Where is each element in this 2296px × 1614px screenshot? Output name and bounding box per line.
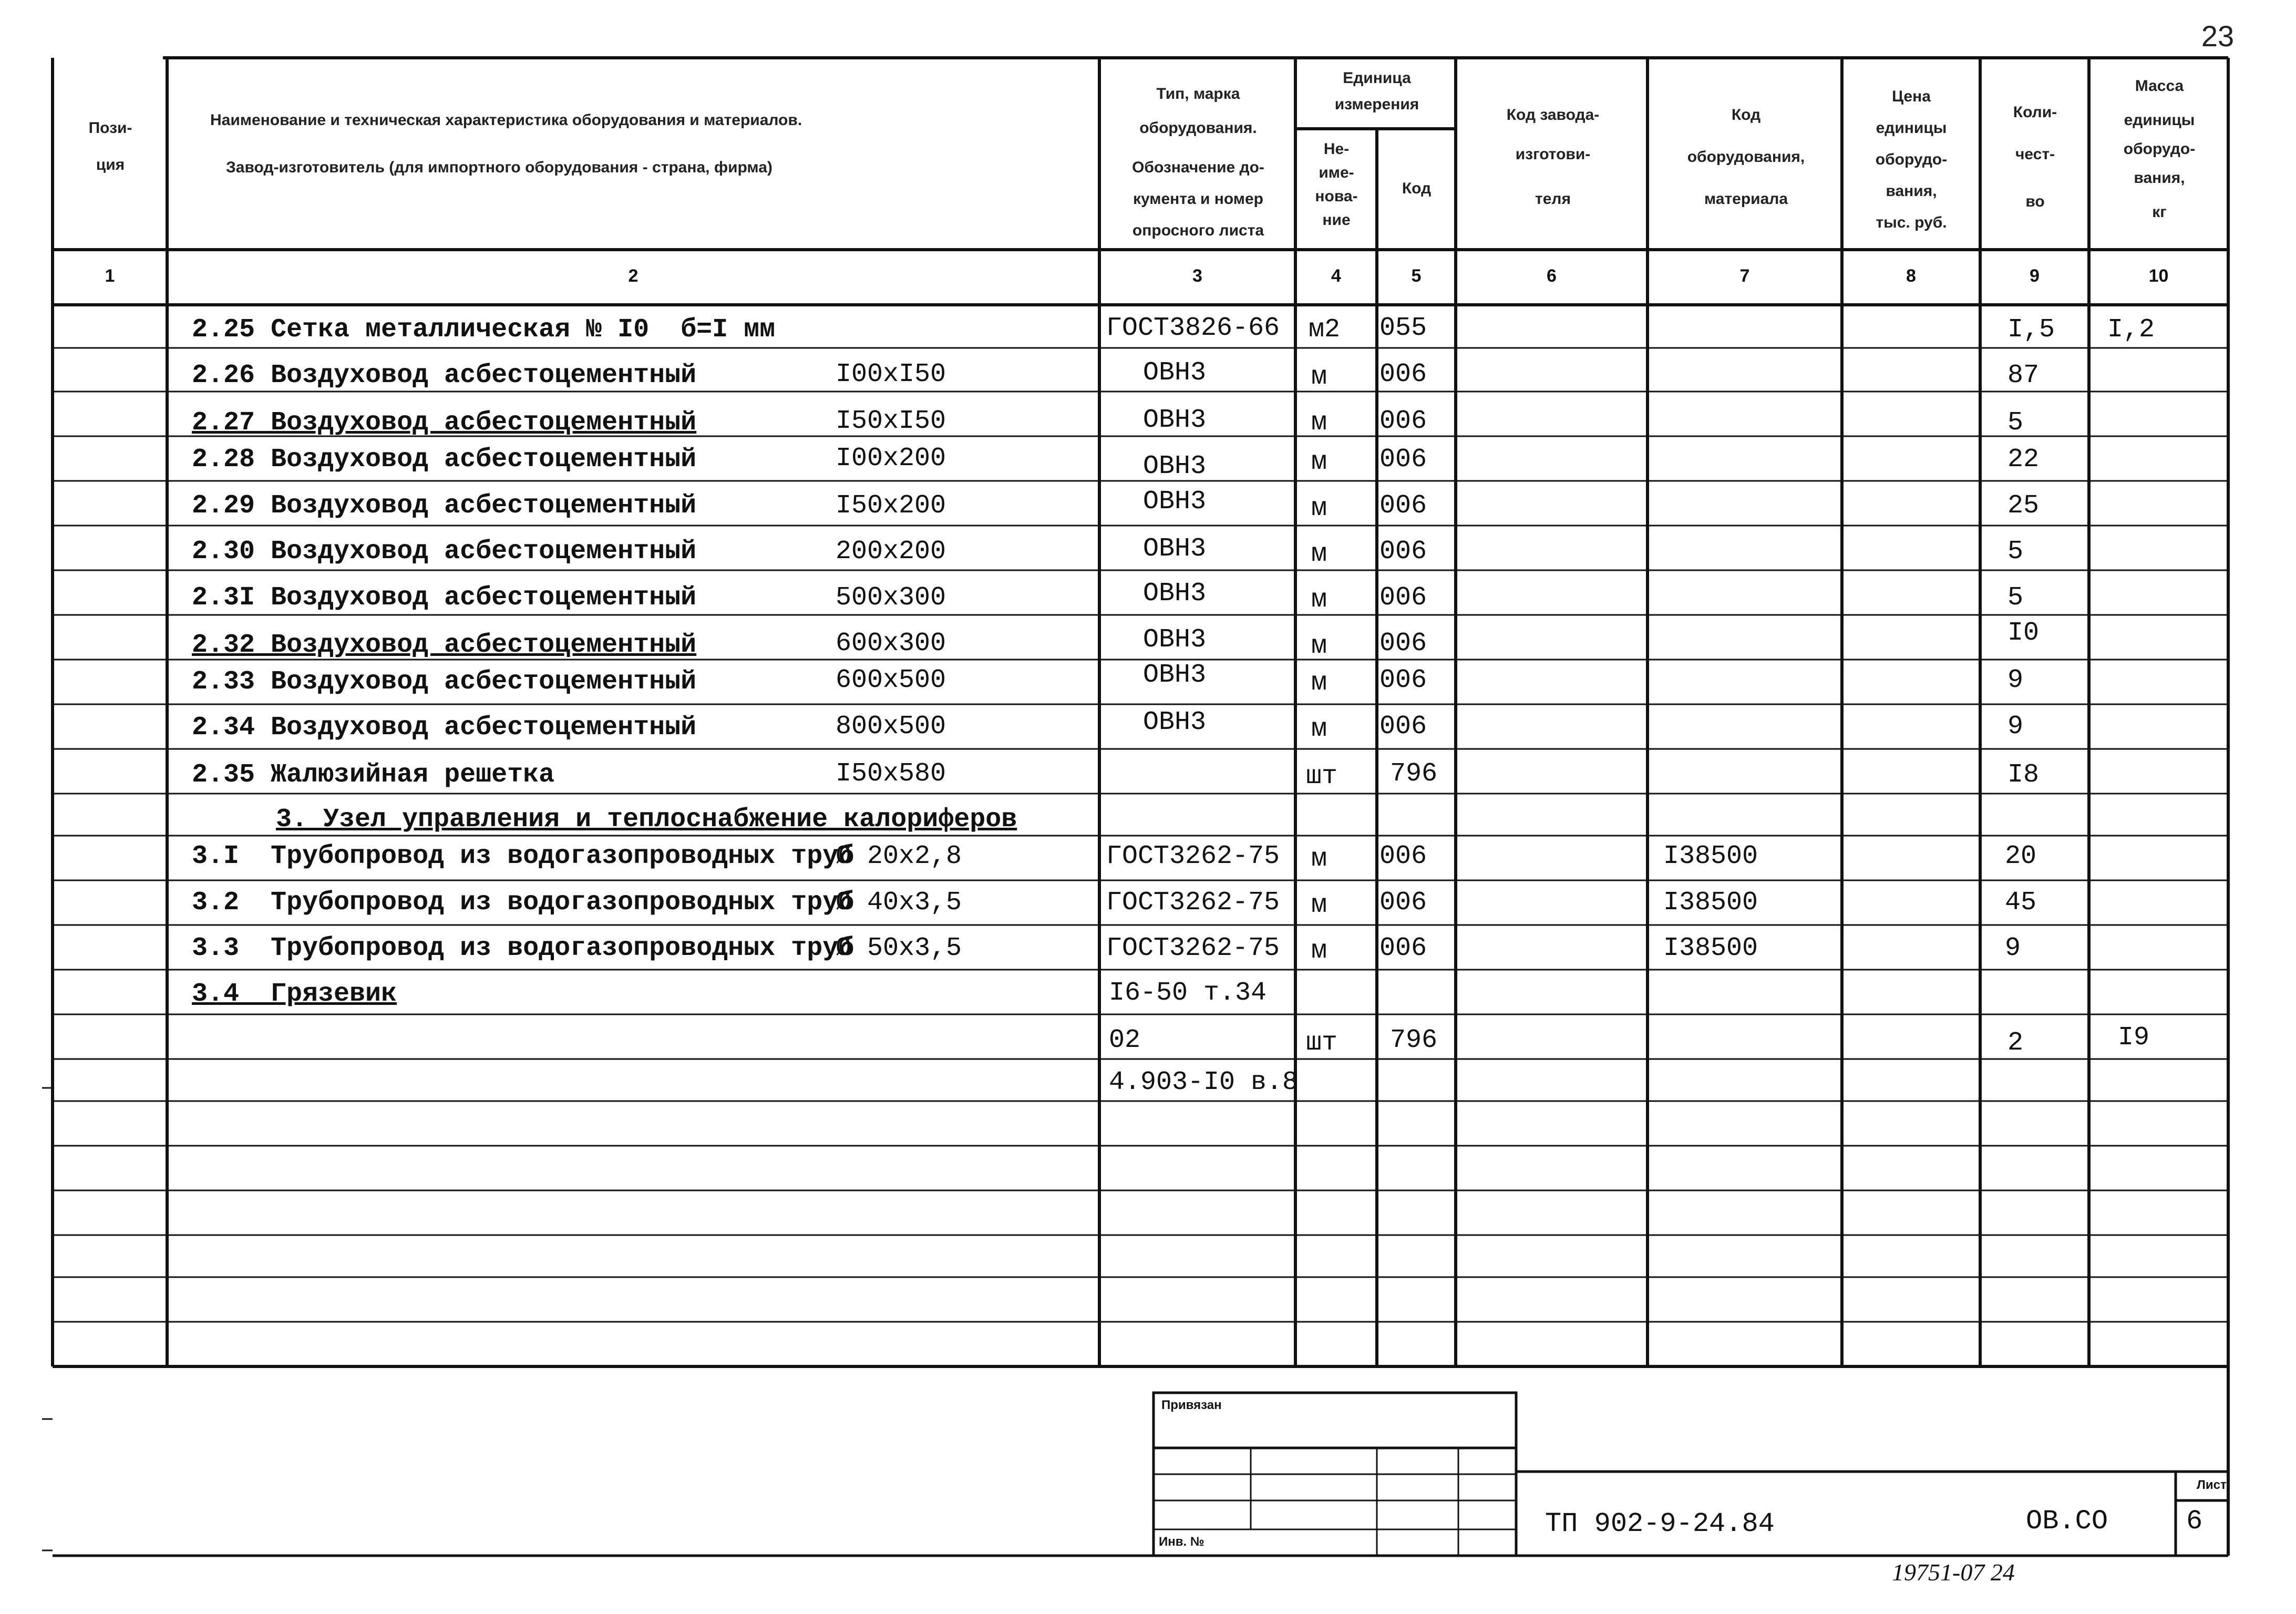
section-title: 3. Узел управления и теплоснабжение калориферов — [276, 805, 1017, 835]
column-number: 8 — [1906, 266, 1916, 286]
column-number: 7 — [1739, 266, 1750, 286]
row-material-code: I38500 — [1663, 841, 1758, 871]
row-qty: 9 — [2007, 712, 2024, 742]
row-name: 2.34 Воздуховод асбестоцементный — [192, 713, 697, 743]
header-col9-l1: Коли- — [2013, 104, 2057, 121]
row-name: 3.3 Трубопровод из водогазопроводных труб — [192, 933, 854, 963]
row-size: 200x200 — [836, 537, 946, 567]
row-name: 3.2 Трубопровод из водогазопроводных труб — [192, 888, 854, 918]
row-qty: 9 — [2007, 665, 2024, 695]
row-name: 3.I Трубопровод из водогазопроводных труб — [192, 841, 854, 871]
header-col3-l2: оборудования. — [1139, 119, 1257, 137]
column-number: 10 — [2148, 266, 2169, 286]
column-number: 3 — [1192, 266, 1202, 286]
row-qty: 5 — [2007, 537, 2024, 567]
header-col6-l3: теля — [1535, 190, 1571, 208]
row-code: 006 — [1379, 841, 1427, 871]
row-doc: ОВН3 — [1143, 534, 1207, 564]
row-name: 2.35 Жалюзийная решетка — [192, 760, 555, 790]
header-col8-l3: оборудо- — [1875, 151, 1948, 168]
row-code: 006 — [1379, 406, 1427, 436]
row-doc: ОВН3 — [1143, 405, 1207, 435]
row-doc: ОВН3 — [1143, 660, 1207, 690]
row-size: 600x300 — [836, 629, 946, 659]
header-col4-l2: име- — [1319, 164, 1354, 181]
column-number: 9 — [2030, 266, 2040, 286]
column-number: 5 — [1411, 266, 1422, 286]
row-unit: м — [1311, 631, 1327, 661]
row-qty: 5 — [2007, 583, 2024, 613]
row-unit: м2 — [1309, 315, 1341, 345]
row-name: 2.27 Воздуховод асбестоцементный — [192, 408, 697, 438]
header-col4-l4: ние — [1322, 211, 1351, 229]
header-col2-line1: Наименование и техническая характеристика оборудования и материалов. — [210, 111, 802, 129]
column-number: 4 — [1331, 266, 1341, 286]
row-name: 2.25 Сетка металлическая № I0 б=I мм — [192, 315, 776, 345]
row-unit: м — [1311, 585, 1327, 615]
row-qty: 2 — [2007, 1028, 2024, 1058]
row-doc: ОВН3 — [1143, 358, 1207, 388]
row-material-code: I38500 — [1663, 888, 1758, 918]
row-qty: 22 — [2007, 445, 2040, 475]
row-code: 006 — [1379, 359, 1427, 389]
row-unit: м — [1311, 936, 1327, 966]
column-number: 2 — [628, 266, 639, 286]
row-unit: м — [1311, 494, 1327, 523]
row-size: I00xI50 — [836, 359, 946, 389]
header-col6-l2: изготови- — [1515, 146, 1591, 163]
row-code: 006 — [1379, 583, 1427, 613]
row-size: Ø 50x3,5 — [836, 933, 962, 963]
row-code: 006 — [1379, 537, 1427, 567]
header-col10-l2: единицы — [2124, 111, 2195, 129]
row-name: 2.3I Воздуховод асбестоцементный — [192, 583, 697, 613]
row-name: 2.30 Воздуховод асбестоцементный — [192, 537, 697, 567]
header-col3-l4: кумента и номер — [1132, 190, 1264, 208]
row-doc: ОВН3 — [1143, 707, 1207, 737]
row-qty: 20 — [2005, 841, 2037, 871]
row-mass: I9 — [2118, 1023, 2150, 1053]
header-col7-l3: материала — [1704, 190, 1788, 208]
header-col3-l3: Обозначение до- — [1132, 159, 1264, 176]
archive-number: 19751-07 24 — [1892, 1559, 2015, 1586]
row-code: 006 — [1379, 712, 1427, 742]
row-unit: м — [1311, 408, 1327, 438]
row-code: 006 — [1379, 445, 1427, 475]
header-col10-l1: Масса — [2135, 77, 2184, 95]
row-doc: ОВН3 — [1143, 451, 1207, 481]
header-col8-l4: вания, — [1886, 182, 1937, 200]
row-size: 600x500 — [836, 665, 946, 695]
row-name: 2.26 Воздуховод асбестоцементный — [192, 361, 697, 390]
row-code: 796 — [1390, 759, 1438, 789]
row-size: I50x200 — [836, 491, 946, 521]
header-units-l2: измерения — [1334, 96, 1419, 113]
row-unit: м — [1311, 447, 1327, 477]
row-qty: I0 — [2007, 618, 2040, 648]
row-code: 006 — [1379, 933, 1427, 963]
row-unit: м — [1311, 362, 1327, 392]
row-size: I50x580 — [836, 759, 946, 789]
header-col1-b: ция — [96, 156, 125, 173]
row-doc: ГОСТ3262-75 — [1106, 841, 1280, 871]
column-number: 6 — [1547, 266, 1557, 286]
header-col9-l3: во — [2025, 193, 2045, 210]
row-name: 2.28 Воздуховод асбестоцементный — [192, 445, 697, 475]
header-col8-l5: тыс. руб. — [1876, 214, 1947, 231]
row-name: 2.29 Воздуховод асбестоцементный — [192, 491, 697, 521]
row-name: 2.33 Воздуховод асбестоцементный — [192, 667, 697, 697]
header-col7-l2: оборудования, — [1687, 148, 1805, 166]
row-code: 006 — [1379, 629, 1427, 659]
row-doc: ГОСТ3826-66 — [1106, 313, 1280, 343]
row-doc: ОВН3 — [1143, 579, 1207, 609]
header-col5: Код — [1402, 180, 1432, 197]
row-qty: 9 — [2005, 933, 2021, 963]
sheet-number: 6 — [2186, 1506, 2203, 1537]
row-size: Ø 20x2,8 — [836, 841, 962, 871]
row-code: 796 — [1390, 1025, 1438, 1055]
row-doc: ГОСТ3262-75 — [1106, 933, 1280, 963]
corner-page-number: 23 — [2201, 19, 2235, 53]
row-size: I50xI50 — [836, 406, 946, 436]
row-doc: ОВН3 — [1143, 625, 1207, 655]
header-col4-l1: Не- — [1323, 140, 1350, 158]
row-qty: 25 — [2007, 491, 2040, 521]
row-doc: 02 — [1109, 1025, 1141, 1055]
row-unit: м — [1311, 890, 1327, 920]
row-doc: ОВН3 — [1143, 487, 1207, 517]
header-col3-l5: опросного листа — [1132, 222, 1264, 239]
row-code: 006 — [1379, 491, 1427, 521]
row-code: 006 — [1379, 888, 1427, 918]
row-name: 2.32 Воздуховод асбестоцементный — [192, 630, 697, 660]
row-material-code: I38500 — [1663, 933, 1758, 963]
header-col10-l3: оборудо- — [2123, 140, 2196, 158]
header-col7-l1: Код — [1731, 106, 1761, 124]
row-unit: м — [1311, 844, 1327, 874]
header-col10-l4: вания, — [2134, 169, 2185, 187]
column-number: 1 — [105, 266, 115, 286]
row-qty: 87 — [2007, 361, 2040, 390]
row-unit: шт — [1306, 762, 1338, 791]
row-unit: м — [1311, 668, 1327, 698]
row-qty: 5 — [2007, 408, 2024, 438]
header-col6-l1: Код завода- — [1506, 106, 1600, 124]
header-col9-l2: чест- — [2015, 146, 2055, 163]
row-size: 500x300 — [836, 583, 946, 613]
header-col2-line2: Завод-изготовитель (для импортного оборудования - страна, фирма) — [226, 159, 773, 176]
row-doc: I6-50 т.34 — [1109, 978, 1267, 1008]
header-col8-l1: Цена — [1892, 88, 1931, 105]
stamp-privyazan: Привязан — [1161, 1398, 1222, 1412]
document-code: ТП 902-9-24.84 — [1545, 1508, 1775, 1539]
header-col3-l1: Тип, марка — [1156, 85, 1240, 102]
row-code: 006 — [1379, 665, 1427, 695]
row-size: Ø 40x3,5 — [836, 888, 962, 918]
row-qty: I,5 — [2007, 315, 2055, 345]
row-unit: м — [1311, 714, 1327, 744]
header-col10-l5: кг — [2152, 203, 2167, 221]
row-doc: ГОСТ3262-75 — [1106, 888, 1280, 918]
row-name: 3.4 Грязевик — [192, 979, 397, 1009]
row-unit: шт — [1306, 1028, 1338, 1058]
row-size: 800x500 — [836, 712, 946, 742]
header-col1-a: Пози- — [88, 119, 132, 137]
row-qty: 45 — [2005, 888, 2037, 918]
row-unit: м — [1311, 539, 1327, 569]
header-col4-l3: нова- — [1315, 188, 1358, 205]
row-size: I00x200 — [836, 444, 946, 474]
header-units-l1: Единица — [1343, 69, 1411, 87]
row-code: 055 — [1379, 313, 1427, 343]
document-mark: ОВ.СО — [2026, 1506, 2108, 1537]
sheet-label: Лист — [2197, 1478, 2227, 1492]
row-mass: I,2 — [2107, 315, 2155, 345]
row-doc: 4.903-I0 в.8 — [1109, 1067, 1299, 1097]
header-col8-l2: единицы — [1876, 119, 1947, 137]
stamp-inv: Инв. № — [1159, 1535, 1204, 1549]
row-qty: I8 — [2007, 760, 2040, 790]
